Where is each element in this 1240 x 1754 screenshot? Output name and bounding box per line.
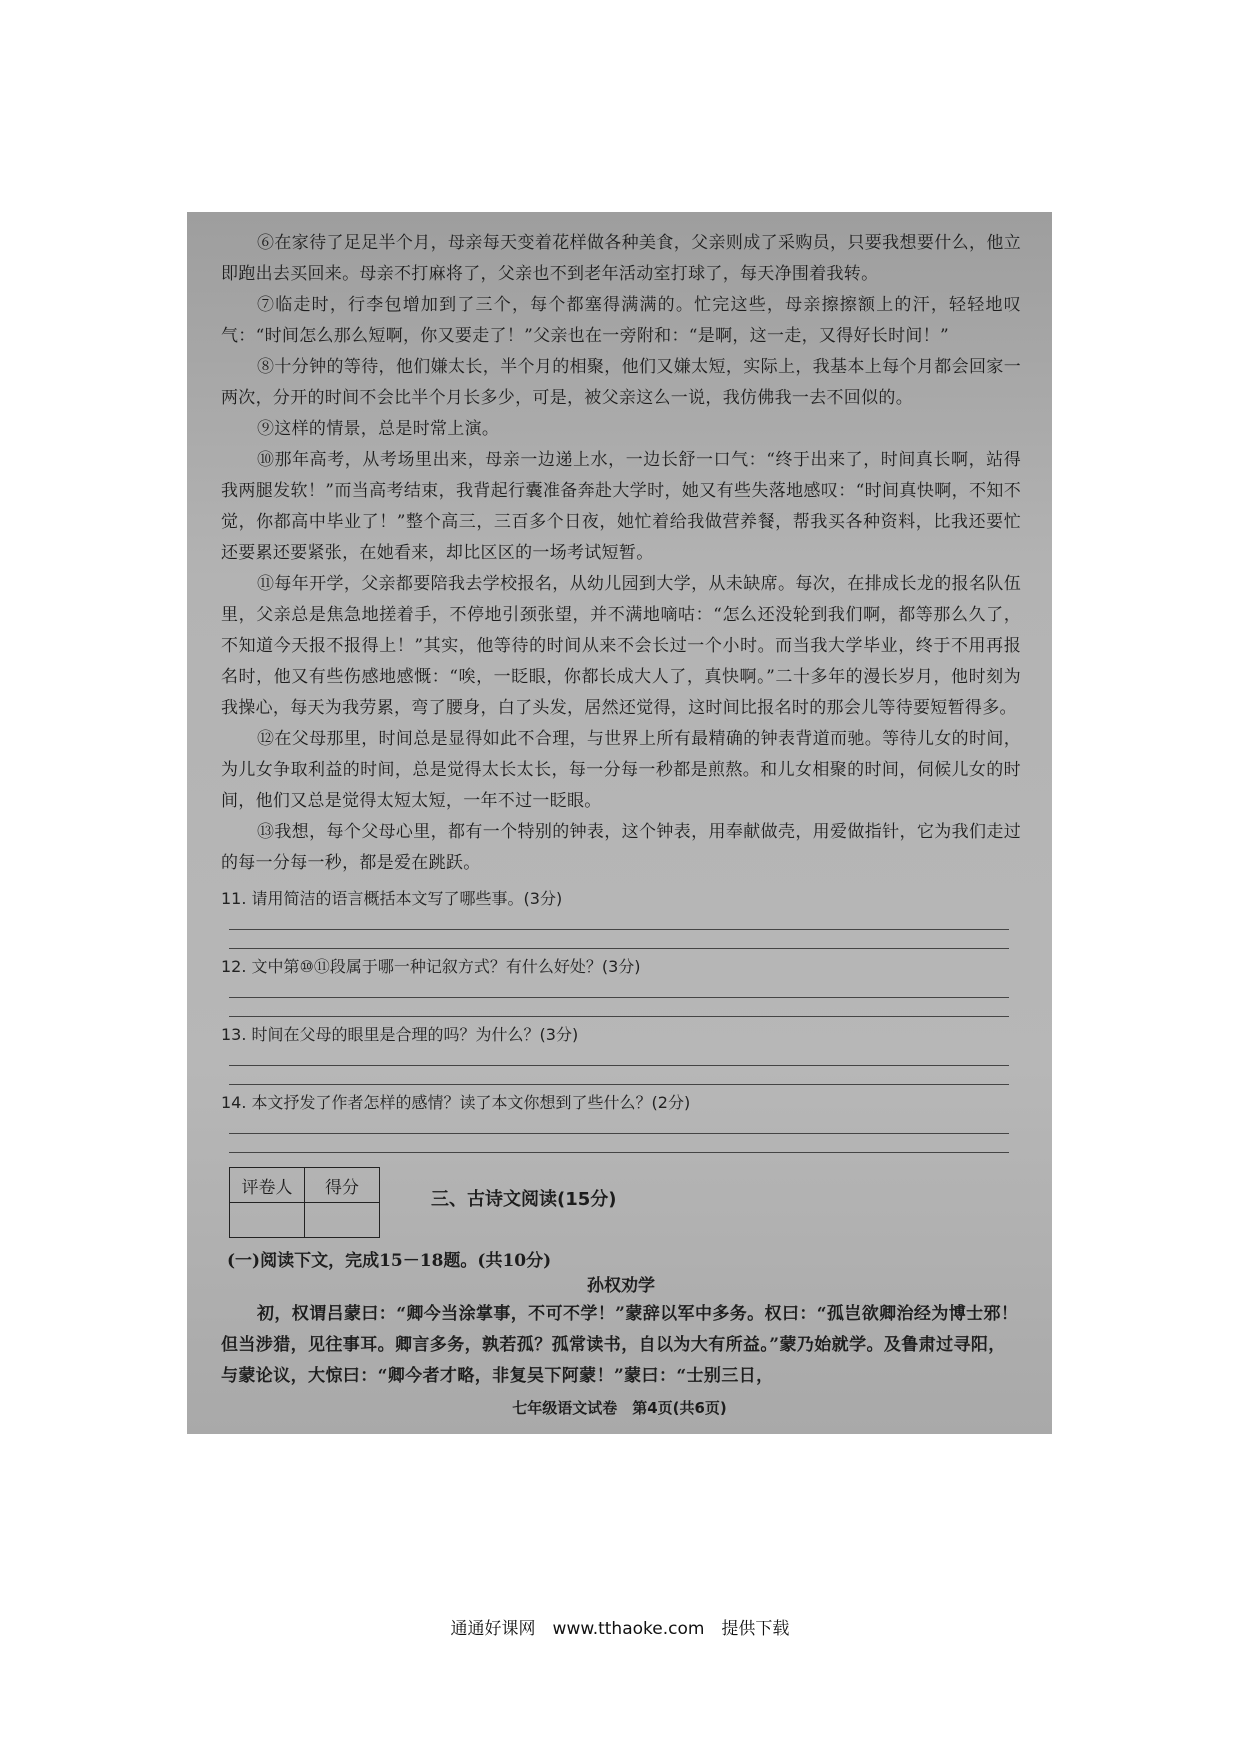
question-13-text: 13. 时间在父母的眼里是合理的吗？为什么？(3分)	[221, 1025, 579, 1044]
grader-label: 评卷人	[230, 1168, 305, 1203]
page-number-footer: 七年级语文试卷 第4页(共6页)	[512, 1399, 727, 1417]
question-12-text: 12. 文中第⑩⑪段属于哪一种记叙方式？有什么好处？(3分)	[221, 957, 641, 976]
passage-title: 孙权劝学	[587, 1276, 655, 1296]
answer-line[interactable]	[229, 948, 1009, 949]
question-11-text: 11. 请用简洁的语言概括本文写了哪些事。(3分)	[221, 889, 563, 908]
scanned-exam-page	[187, 212, 1052, 1434]
paragraph-10: ⑩那年高考，从考场里出来，母亲一边递上水，一边长舒一口气：“终于出来了，时间真长啊，站得我两腿发软！”而当高考结束，我背起行囊准备奔赴大学时，她又有些失落地感叹：“时间真快啊，不知不觉，你都高中毕业了！”整个高三，三百多个日夜，她忙着给我做营养餐，帮我买各种资料，比我还要忙还要累还要紧张，在她看来，却比区区的一场考试短暂。	[221, 450, 1021, 563]
paragraph-12: ⑫在父母那里，时间总是显得如此不合理，与世界上所有最精确的钟表背道而驰。等待儿女的时间，为儿女争取利益的时间，总是觉得太长太长，每一分每一秒都是煎熬。和儿女相聚的时间，伺候儿女的时间，他们又总是觉得太短太短，一年不过一眨眼。	[221, 729, 1021, 811]
answer-line[interactable]	[229, 997, 1009, 998]
answer-line[interactable]	[229, 1065, 1009, 1066]
question-13	[221, 1021, 1021, 1085]
paragraph-7: ⑦临走时，行李包增加到了三个，每个都塞得满满的。忙完这些，母亲擦擦额上的汗，轻轻地叹气：“时间怎么那么短啊，你又要走了！”父亲也在一旁附和：“是啊，这一走，又得好长时间！”	[221, 295, 1021, 346]
classical-passage: 初，权谓吕蒙曰：“卿今当涂掌事，不可不学！”蒙辞以军中多务。权曰：“孤岂欲卿治经为博士邪！但当涉猎，见往事耳。卿言多务，孰若孤？孤常读书，自以为大有所益。”蒙乃始就学。及鲁肃过寻阳，与蒙论议，大惊曰：“卿今者才略，非复吴下阿蒙！”蒙曰：“士别三日，	[221, 1304, 1019, 1386]
paragraph-9: ⑨这样的情景，总是时常上演。	[257, 419, 500, 439]
paragraph-6: ⑥在家待了足足半个月，母亲每天变着花样做各种美食，父亲则成了采购员，只要我想要什么，他立即跑出去买回来。母亲不打麻将了，父亲也不到老年活动室打球了，每天净围着我转。	[221, 233, 1021, 284]
section-header-row	[221, 1167, 1021, 1247]
question-list	[221, 885, 1021, 1153]
subsection-intro: (一)阅读下文，完成15－18题。(共10分)	[227, 1251, 552, 1271]
score-table	[229, 1167, 380, 1238]
section-title: 三、古诗文阅读(15分)	[431, 1189, 617, 1210]
grader-cell[interactable]	[230, 1203, 305, 1238]
exam-content	[221, 228, 1021, 1392]
paragraph-13: ⑬我想，每个父母心里，都有一个特别的钟表，这个钟表，用奉献做壳，用爱做指针，它为我们走过的每一分每一秒，都是爱在跳跃。	[221, 822, 1021, 873]
score-cell[interactable]	[305, 1203, 380, 1238]
question-14-text: 14. 本文抒发了作者怎样的感情？读了本文你想到了些什么？(2分)	[221, 1093, 691, 1112]
site-footer: 通通好课网 www.tthaoke.com 提供下载	[450, 1619, 790, 1639]
score-label: 得分	[305, 1168, 380, 1203]
question-12	[221, 953, 1021, 1017]
question-11	[221, 885, 1021, 949]
paragraph-11: ⑪每年开学，父亲都要陪我去学校报名，从幼儿园到大学，从未缺席。每次，在排成长龙的报名队伍里，父亲总是焦急地搓着手，不停地引颈张望，并不满地嘀咕：“怎么还没轮到我们啊，都等那么久了，不知道今天报不报得上！”其实，他等待的时间从来不会长过一个小时。而当我大学毕业，终于不用再报名时，他又有些伤感地感慨：“唉，一眨眼，你都长成大人了，真快啊。”二十多年的漫长岁月，他时刻为我操心，每天为我劳累，弯了腰身，白了头发，居然还觉得，这时间比报名时的那会儿等待要短暂得多。	[221, 574, 1021, 718]
question-14	[221, 1089, 1021, 1153]
answer-line[interactable]	[229, 1133, 1009, 1134]
answer-line[interactable]	[229, 1084, 1009, 1085]
paragraph-8: ⑧十分钟的等待，他们嫌太长，半个月的相聚，他们又嫌太短，实际上，我基本上每个月都会回家一两次，分开的时间不会比半个月长多少，可是，被父亲这么一说，我仿佛我一去不回似的。	[221, 357, 1021, 408]
answer-line[interactable]	[229, 929, 1009, 930]
answer-line[interactable]	[229, 1016, 1009, 1017]
answer-line[interactable]	[229, 1152, 1009, 1153]
